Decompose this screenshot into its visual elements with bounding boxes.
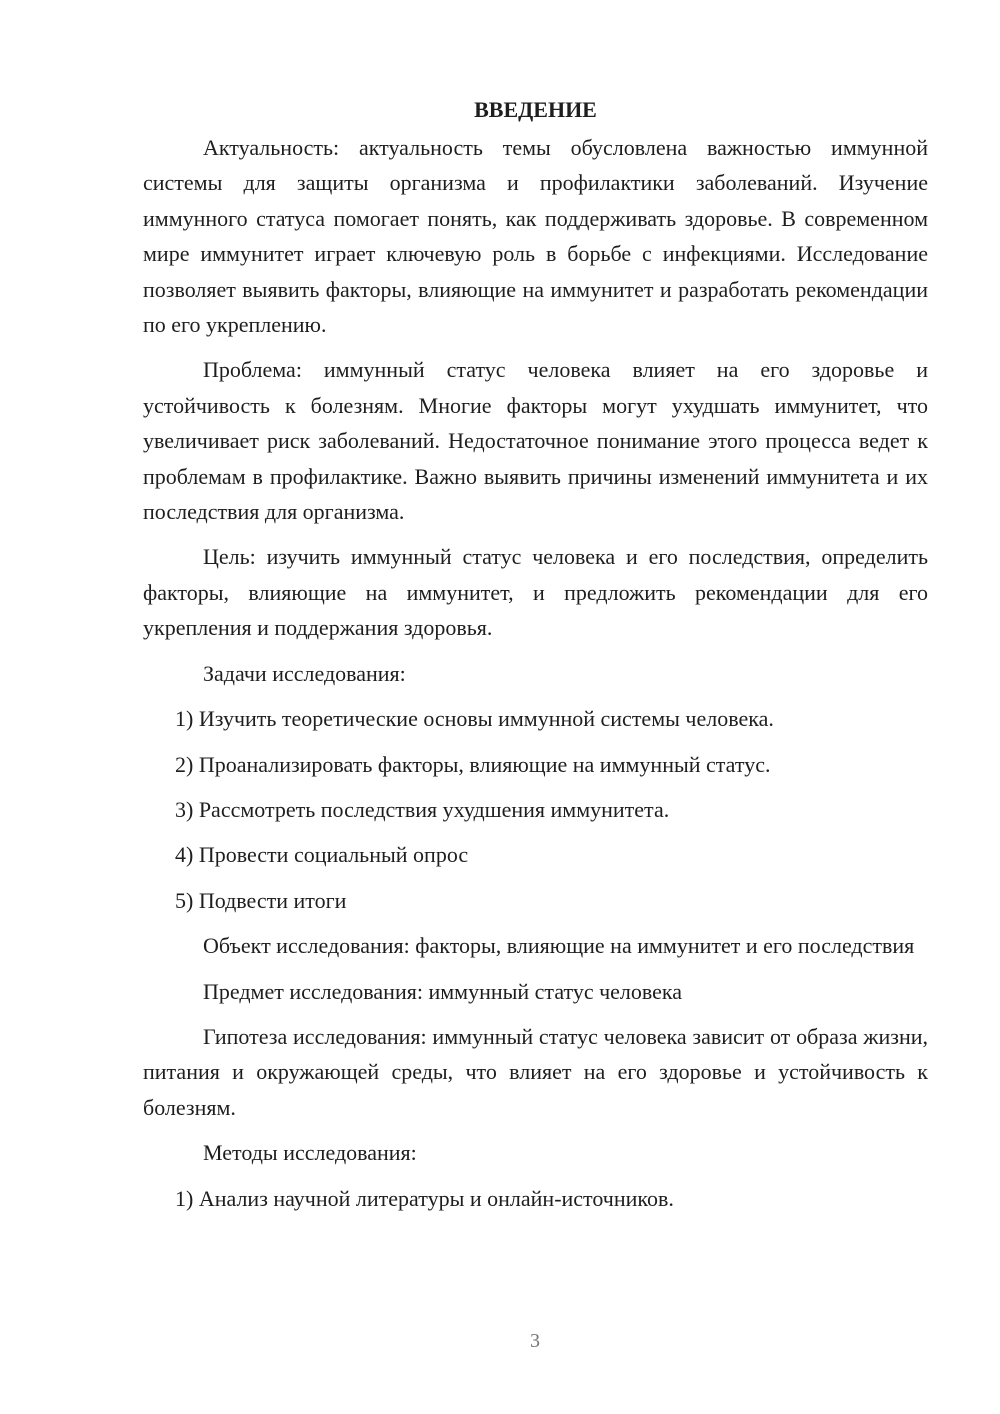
task-item: 1) Изучить теоретические основы иммунной системы человека. xyxy=(175,706,774,732)
page-number: 3 xyxy=(530,1330,540,1352)
method-item: 1) Анализ научной литературы и онлайн-источников. xyxy=(175,1185,674,1211)
methods-list xyxy=(143,1181,928,1216)
relevance-paragraph: Актуальность: актуальность темы обусловлена важностью иммунной системы для защиты организма и профилактики заболеваний. Изучение иммунного статуса помогает понять, как поддерживать здоровье. В современном мире иммунитет играет ключевую роль в борьбе с инфекциями. Исследование позволяет выявить факторы, влияющие на иммунитет и разработать рекомендации по его укреплению. xyxy=(143,135,928,338)
subject-paragraph: Предмет исследования: иммунный статус человека xyxy=(203,978,683,1004)
task-item: 2) Проанализировать факторы, влияющие на иммунный статус. xyxy=(175,751,771,777)
task-item: 5) Подвести итоги xyxy=(175,887,347,913)
task-item: 3) Рассмотреть последствия ухудшения иммунитета. xyxy=(175,796,670,822)
goal-paragraph: Цель: изучить иммунный статус человека и его последствия, определить факторы, влияющие на иммунитет, и предложить рекомендации для его укрепления и поддержания здоровья. xyxy=(143,544,928,641)
tasks-heading: Задачи исследования: xyxy=(203,660,406,686)
object-paragraph: Объект исследования: факторы, влияющие на иммунитет и его последствия xyxy=(203,933,915,959)
methods-heading: Методы исследования: xyxy=(203,1140,417,1166)
section-title: ВВЕДЕНИЕ xyxy=(474,97,597,122)
tasks-list xyxy=(143,701,928,918)
task-item: 4) Провести социальный опрос xyxy=(175,842,469,868)
hypothesis-paragraph: Гипотеза исследования: иммунный статус человека зависит от образа жизни, питания и окружающей среды, что влияет на его здоровье и устойчивость к болезням. xyxy=(143,1023,928,1120)
document-page xyxy=(143,92,928,1226)
problem-paragraph: Проблема: иммунный статус человека влияет на его здоровье и устойчивость к болезням. Многие факторы могут ухудшать иммунитет, что увеличивает риск заболеваний. Недостаточное понимание этого процесса ведет к проблемам в профилактике. Важно выявить причины изменений иммунитета и их последствия для организма. xyxy=(143,357,928,525)
